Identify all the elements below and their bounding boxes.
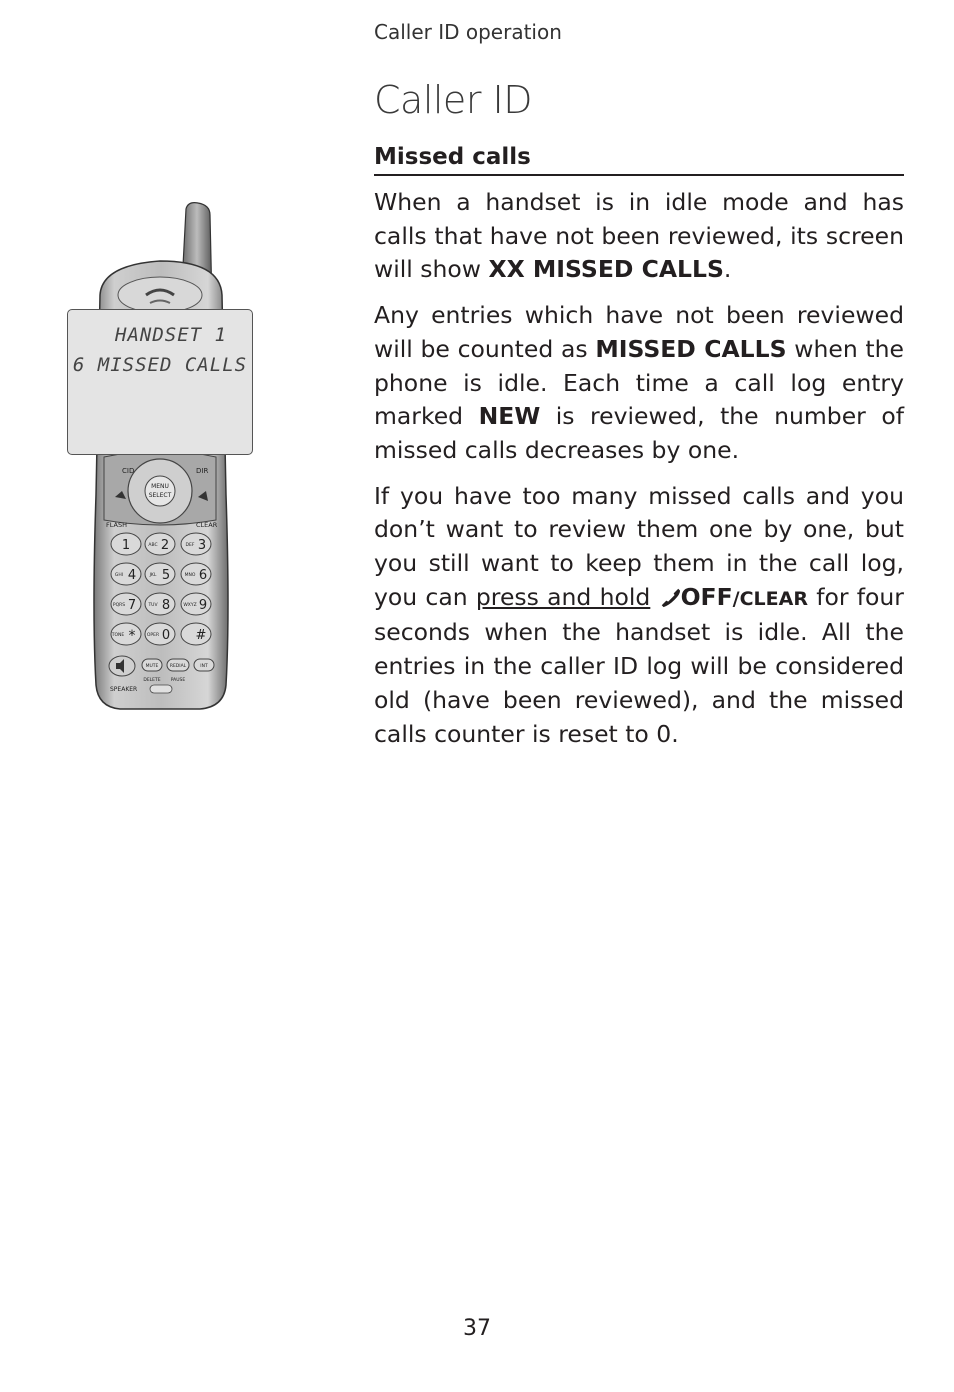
svg-text:DIR: DIR — [196, 467, 209, 475]
svg-text:PQRS: PQRS — [112, 603, 126, 608]
svg-text:GHI: GHI — [114, 573, 124, 578]
handset-screen-overlay — [67, 309, 253, 455]
svg-text:CID: CID — [122, 467, 135, 475]
clear-key-label: /CLEAR — [732, 587, 808, 610]
paragraph-1: When a handset is in idle mode and has calls that have not been reviewed, its screen will show XX MISSED CALLS. — [374, 188, 904, 284]
running-head: Caller ID operation — [374, 20, 562, 44]
svg-text:*: * — [128, 628, 136, 644]
svg-text:INT: INT — [200, 664, 208, 669]
svg-text:0: 0 — [161, 628, 171, 643]
svg-text:4: 4 — [127, 568, 137, 583]
key-2 — [145, 533, 175, 555]
key-5 — [145, 563, 175, 585]
key-3 — [181, 533, 211, 555]
svg-text:DEF: DEF — [185, 543, 195, 548]
earpiece — [118, 277, 202, 313]
page-title: Caller ID — [374, 78, 532, 122]
svg-text:OPER: OPER — [146, 633, 160, 638]
svg-text:WXYZ: WXYZ — [183, 603, 197, 608]
mute-key — [142, 659, 162, 671]
off-key-label: OFF — [680, 582, 733, 611]
svg-text:ABC: ABC — [148, 543, 158, 548]
missed-calls-section — [374, 144, 904, 763]
section-heading: Missed calls — [374, 144, 904, 176]
svg-text:TONE: TONE — [111, 633, 125, 638]
svg-text:SPEAKER: SPEAKER — [110, 686, 138, 693]
press-and-hold-text: press and hold — [475, 582, 651, 611]
key-star — [111, 623, 141, 645]
paragraph-2: Any entries which have not been reviewed will be counted as MISSED CALLS when the phone is idle. Each time a call log entry marked NEW is reviewed, the number of missed calls decreases by one. — [374, 301, 904, 464]
key-7 — [111, 593, 141, 615]
svg-text:3: 3 — [197, 538, 207, 553]
svg-text:REDIAL: REDIAL — [169, 664, 187, 669]
microphone-grille — [150, 685, 172, 693]
svg-text:MENU: MENU — [151, 483, 169, 490]
redial-key — [167, 659, 189, 671]
missed-calls-display-text: XX MISSED CALLS — [488, 255, 724, 284]
handset-illustration — [60, 195, 260, 720]
svg-text:DELETE: DELETE — [143, 678, 161, 683]
key-hash — [181, 623, 211, 645]
svg-text:MUTE: MUTE — [145, 664, 159, 669]
key-0 — [145, 623, 175, 645]
svg-text:7: 7 — [127, 598, 137, 613]
key-9 — [181, 593, 211, 615]
svg-text:JKL: JKL — [149, 573, 157, 578]
svg-text:9: 9 — [198, 598, 208, 613]
screen-line-2: 6 MISSED CALLS — [72, 354, 248, 376]
svg-text:#: # — [195, 628, 207, 643]
key-8 — [145, 593, 175, 615]
svg-text:6: 6 — [198, 568, 208, 583]
svg-text:PAUSE: PAUSE — [170, 678, 186, 683]
paragraph-3: If you have too many missed calls and you don’t want to review them one by one, but you still want to keep them in the call log, you can press and hold OFF/CLEAR for four seconds when the handset is idle. All the entries in the caller ID log will be considered old (have been reviewed), and the missed calls counter is reset to 0. — [374, 481, 904, 748]
svg-text:2: 2 — [160, 538, 170, 553]
menu-select-button — [145, 476, 175, 506]
svg-text:MNO: MNO — [184, 573, 196, 578]
svg-text:CLEAR: CLEAR — [196, 521, 218, 529]
svg-text:FLASH: FLASH — [106, 521, 127, 529]
key-1 — [111, 533, 141, 555]
svg-text:5: 5 — [161, 568, 171, 583]
int-key — [194, 659, 214, 671]
key-6 — [181, 563, 211, 585]
page-number: 37 — [463, 1316, 491, 1341]
svg-text:8: 8 — [161, 598, 171, 613]
phone-handset-icon — [659, 586, 681, 608]
svg-text:TUV: TUV — [148, 603, 158, 608]
svg-text:1: 1 — [121, 538, 131, 553]
speaker-key — [109, 656, 135, 676]
screen-line-1: HANDSET 1 — [115, 324, 227, 346]
svg-text:SELECT: SELECT — [148, 492, 172, 499]
key-4 — [111, 563, 141, 585]
